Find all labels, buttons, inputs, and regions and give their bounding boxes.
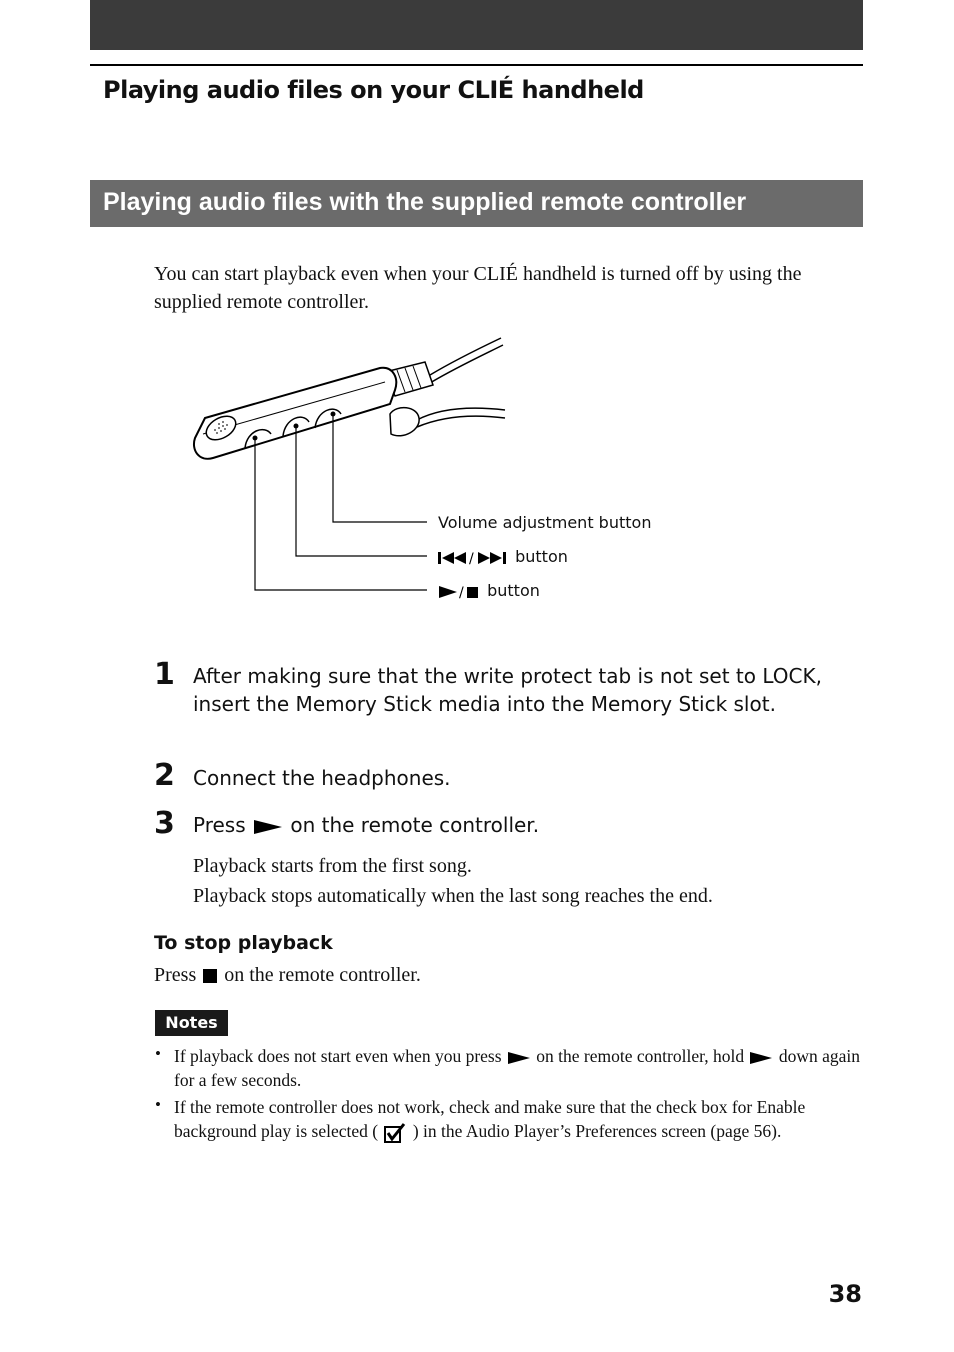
- note-1-before: If playback does not start even when you press: [174, 1046, 502, 1066]
- svg-text:/: /: [469, 550, 474, 566]
- callout-volume: [438, 513, 651, 532]
- step-2-text: Connect the headphones.: [193, 766, 451, 790]
- step-1-number: 1: [154, 657, 175, 692]
- svg-text:/: /: [459, 584, 464, 600]
- step-2-number: 2: [154, 758, 175, 793]
- callout-volume-label: Volume adjustment button: [438, 513, 652, 532]
- remote-controller-illustration: [185, 330, 515, 610]
- step-3-text-before: Press: [193, 813, 246, 837]
- play-icon: [748, 1051, 774, 1065]
- header-rule: [90, 64, 863, 66]
- step-3-text: [193, 811, 539, 839]
- play-icon: [252, 818, 284, 836]
- notes-badge: Notes: [155, 1010, 228, 1036]
- page-title-band: [90, 180, 863, 227]
- intro-paragraph: You can start playback even when your CLIÉ handheld is turned off by using the supplied remote controller.: [154, 263, 802, 313]
- callout-prev-next: [438, 547, 568, 566]
- checkbox-checked-icon: [382, 1122, 408, 1144]
- section-heading: Playing audio files on your CLIÉ handheld: [103, 76, 644, 104]
- note-2: [174, 1095, 864, 1144]
- page-title: Playing audio files with the supplied remote controller: [103, 188, 747, 216]
- page-number: 38: [828, 1280, 862, 1308]
- header-bar: [90, 0, 863, 50]
- stop-playback-text: [154, 960, 421, 990]
- callout-play-stop: [438, 581, 540, 600]
- note-1: [174, 1044, 864, 1092]
- callout-play-stop-label: button: [487, 581, 540, 600]
- step-3-number: 3: [154, 806, 175, 841]
- note-1-middle: on the remote controller, hold: [536, 1046, 745, 1066]
- note-2-after: ) in the Audio Player’s Preferences screen (page 56).: [412, 1121, 782, 1141]
- step-3-detail-2: Playback stops automatically when the last song reaches the end.: [193, 885, 713, 907]
- note-2-bullet: •: [155, 1095, 161, 1114]
- prev-next-icon: [438, 550, 510, 566]
- note-2-before: If the remote controller does not work, check and make sure that the check box for Enable background play is selected (: [174, 1097, 806, 1141]
- step-3-detail-1: Playback starts from the first song.: [193, 855, 472, 877]
- step-1-text: After making sure that the write protect tab is not set to LOCK, insert the Memory Stick media into the Memory Stick slot.: [193, 664, 822, 716]
- stop-playback-heading: To stop playback: [154, 932, 333, 954]
- step-3-text-after: on the remote controller.: [290, 813, 540, 837]
- stop-text-before: Press: [154, 964, 197, 986]
- note-1-after: down again for a few seconds.: [174, 1046, 860, 1090]
- stop-text-after: on the remote controller.: [224, 964, 421, 986]
- callout-prev-next-label: button: [515, 547, 568, 566]
- play-stop-icon: [438, 584, 482, 600]
- play-icon: [506, 1051, 532, 1065]
- stop-icon: [201, 967, 219, 985]
- note-1-bullet: •: [155, 1044, 161, 1063]
